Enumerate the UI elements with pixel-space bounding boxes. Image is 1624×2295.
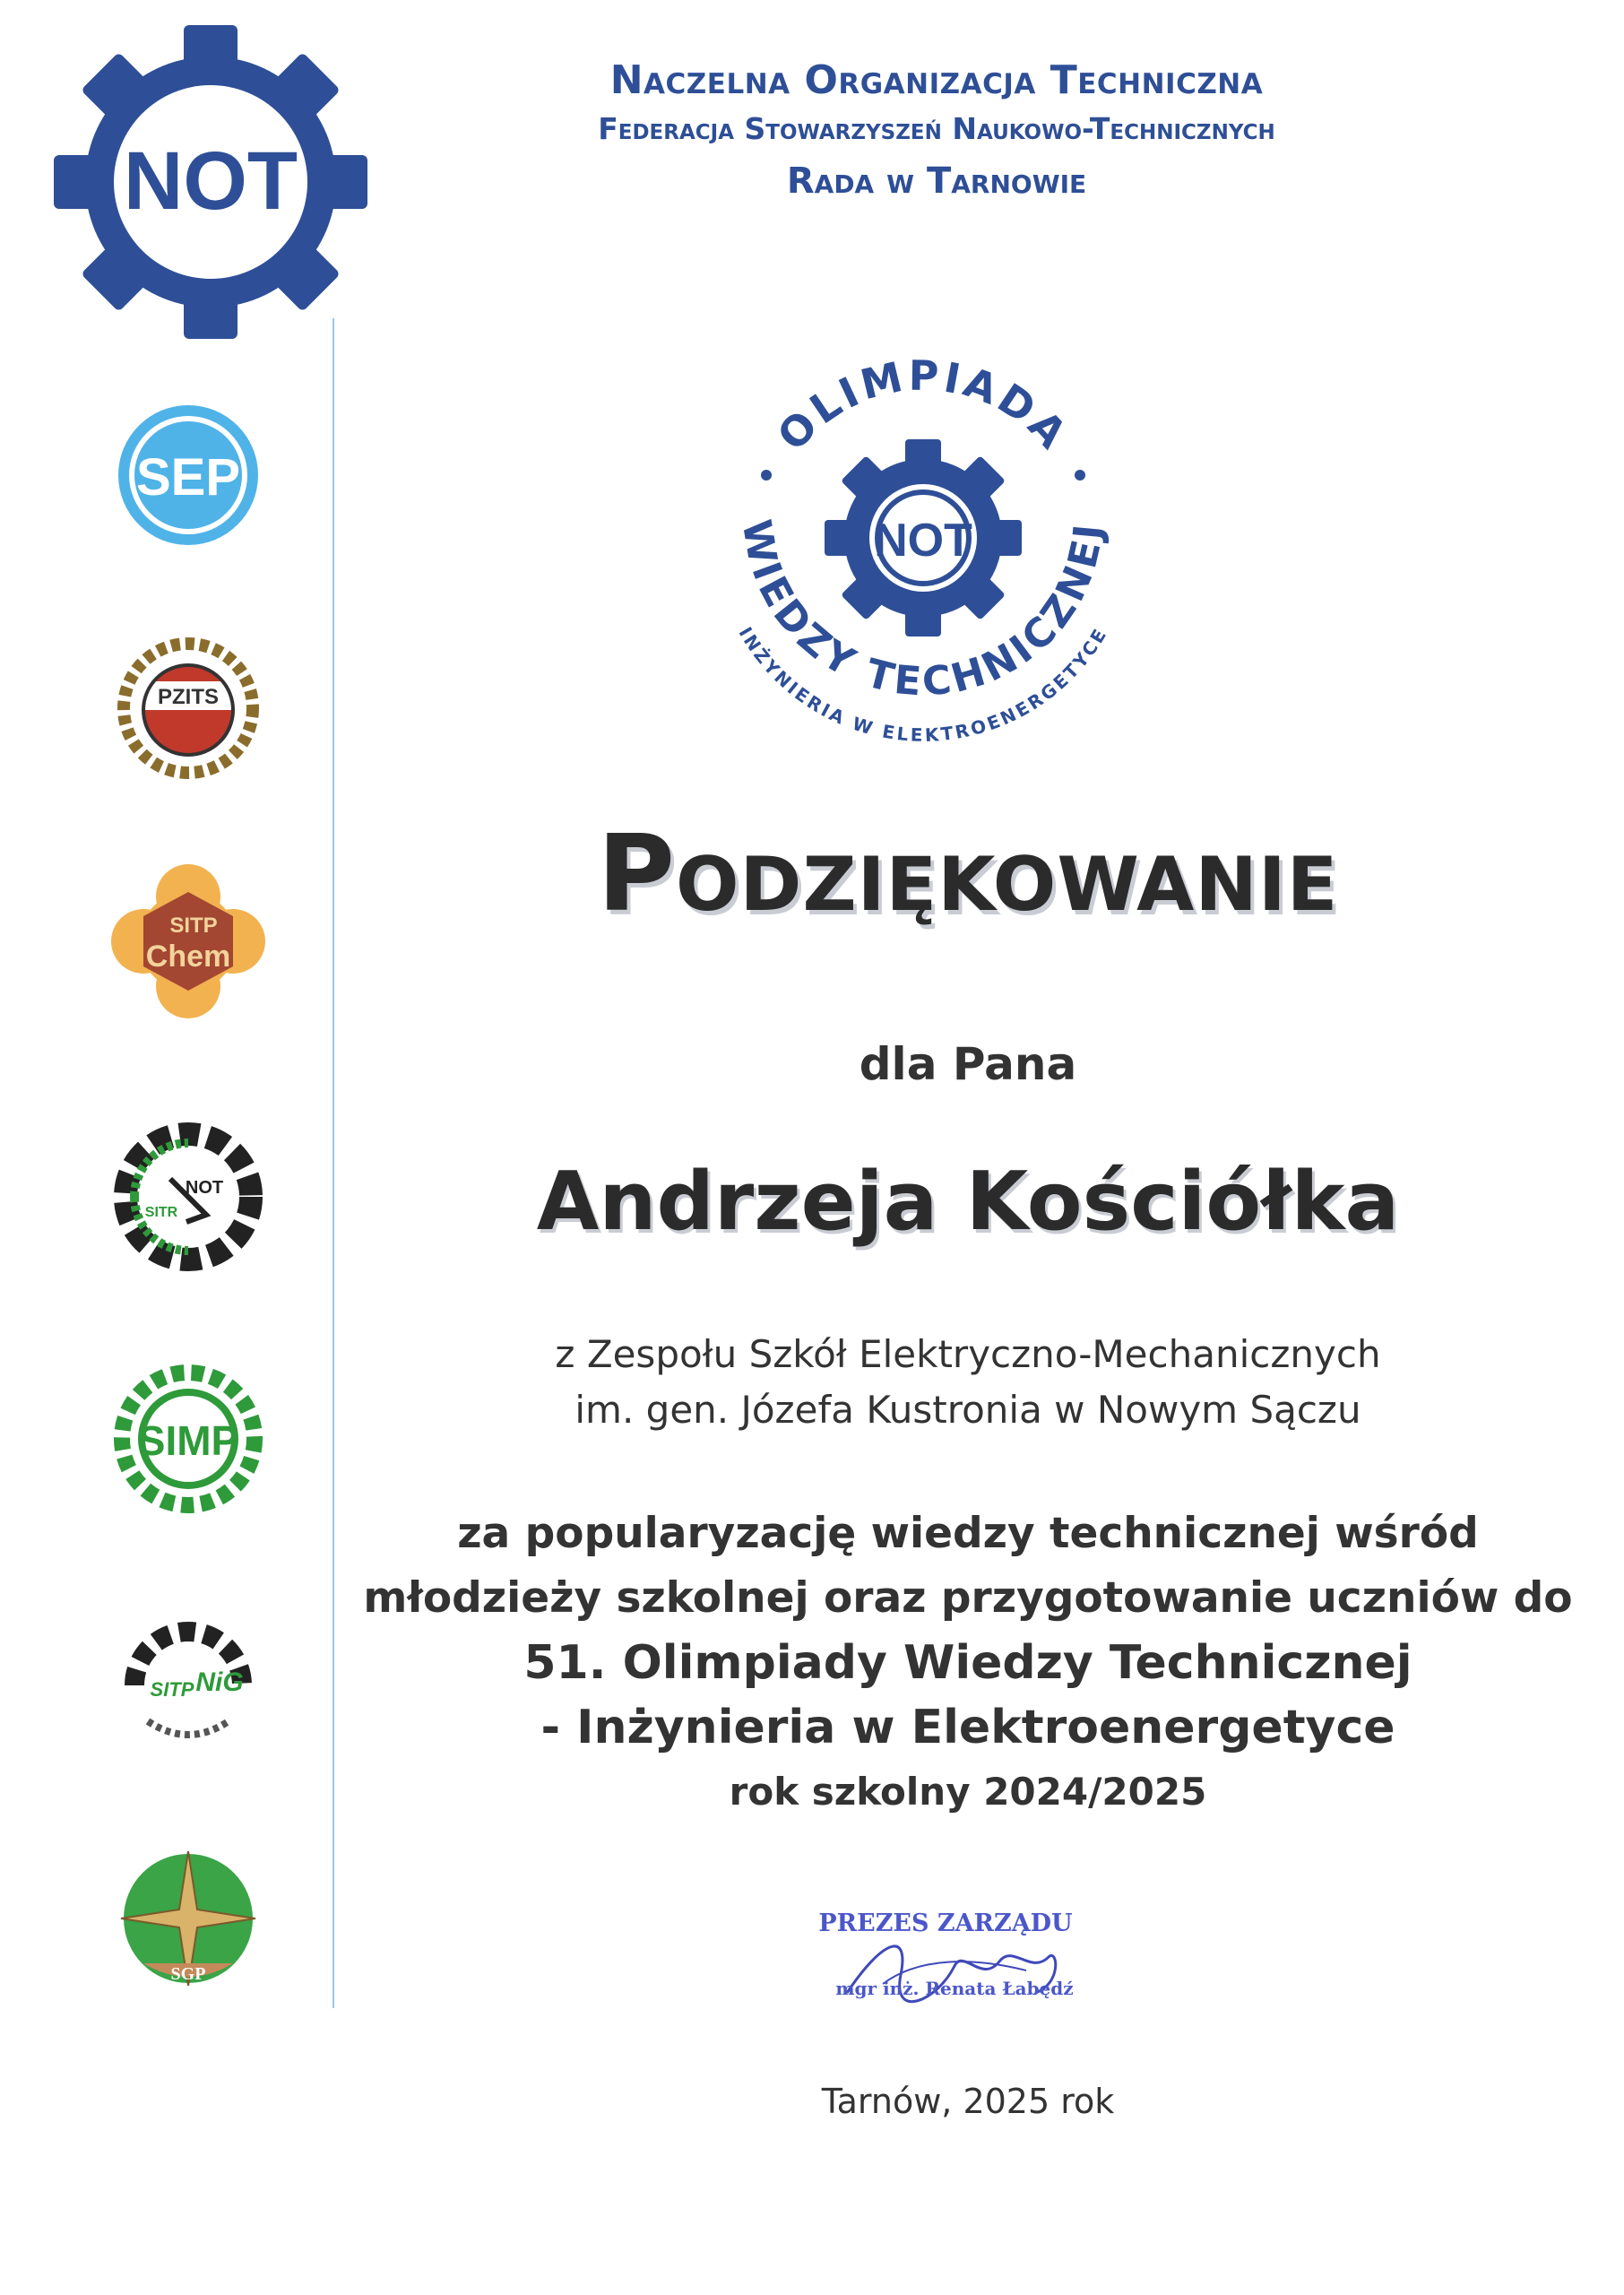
- organization-header: [412, 56, 1461, 210]
- sgp-logo: [108, 1838, 269, 1999]
- emblem-arc-bottom: WIEDZY TECHNICZNEJ: [732, 516, 1113, 706]
- recipient-name: Andrzeja Kościółka: [536, 1155, 1400, 1249]
- signatory-role: PREZES ZARZĄDU: [818, 1910, 1073, 1937]
- reason-line-2: młodzieży szkolnej oraz przygotowanie uczniów do: [363, 1573, 1573, 1623]
- place-and-date: Tarnów, 2025 rok: [821, 2082, 1115, 2121]
- svg-text:SGP: SGP: [170, 1964, 206, 1984]
- award-reason: [341, 1502, 1595, 1824]
- not-gear-logo: [54, 25, 367, 339]
- reason-line-3: 51. Olimpiady Wiedzy Technicznej: [523, 1636, 1412, 1690]
- salutation: dla Pana: [859, 1038, 1077, 1090]
- svg-text:SIMP: SIMP: [137, 1417, 239, 1464]
- not-logo-text: NOT: [123, 135, 298, 227]
- emblem-center-text: NOT: [874, 515, 972, 567]
- school-info: [358, 1327, 1577, 1438]
- council-name: Rada w Tarnowie: [786, 160, 1087, 202]
- simp-logo: [108, 1358, 269, 1520]
- svg-text:SITP: SITP: [169, 914, 218, 938]
- sitp-nig-logo: [108, 1605, 269, 1766]
- sep-logo: [108, 394, 269, 556]
- school-line-1: z Zespołu Szkół Elektryczno-Mechanicznych: [555, 1332, 1381, 1376]
- svg-text:SEP: SEP: [135, 448, 241, 507]
- reason-line-1: za popularyzację wiedzy technicznej wśród: [457, 1509, 1479, 1558]
- signatory-name: mgr inż. Renata Łabędź: [835, 1978, 1074, 1999]
- signature-stamp: [811, 1890, 1098, 2024]
- school-year: rok szkolny 2024/2025: [729, 1770, 1207, 1814]
- emblem-arc-top: OLIMPIADA: [767, 354, 1079, 461]
- sitp-chem-logo: [108, 861, 269, 1022]
- svg-text:PZITS: PZITS: [157, 685, 220, 709]
- svg-text:SITP: SITP: [150, 1678, 194, 1701]
- svg-text:NOT: NOT: [185, 1178, 224, 1198]
- svg-text:SITR: SITR: [144, 1205, 178, 1220]
- federation-name: Federacja Stowarzyszeń Naukowo-Technicznych: [598, 111, 1275, 146]
- organization-name: Naczelna Organizacja Techniczna: [609, 57, 1264, 103]
- olympiad-emblem: [681, 354, 1165, 793]
- svg-text:NiG: NiG: [195, 1667, 244, 1697]
- emblem-arc-inner: INŻYNIERIA W ELEKTROENERGETYCE: [734, 623, 1112, 746]
- certificate-title: Podziękowanie: [597, 811, 1339, 935]
- school-line-2: im. gen. Józefa Kustronia w Nowym Sączu: [574, 1388, 1361, 1432]
- vertical-divider: [333, 318, 334, 2008]
- reason-line-4: - Inżynieria w Elektroenergetyce: [540, 1701, 1395, 1754]
- pzits-logo: [108, 628, 269, 789]
- svg-text:Chem: Chem: [145, 940, 231, 974]
- sitr-not-logo: [108, 1116, 269, 1277]
